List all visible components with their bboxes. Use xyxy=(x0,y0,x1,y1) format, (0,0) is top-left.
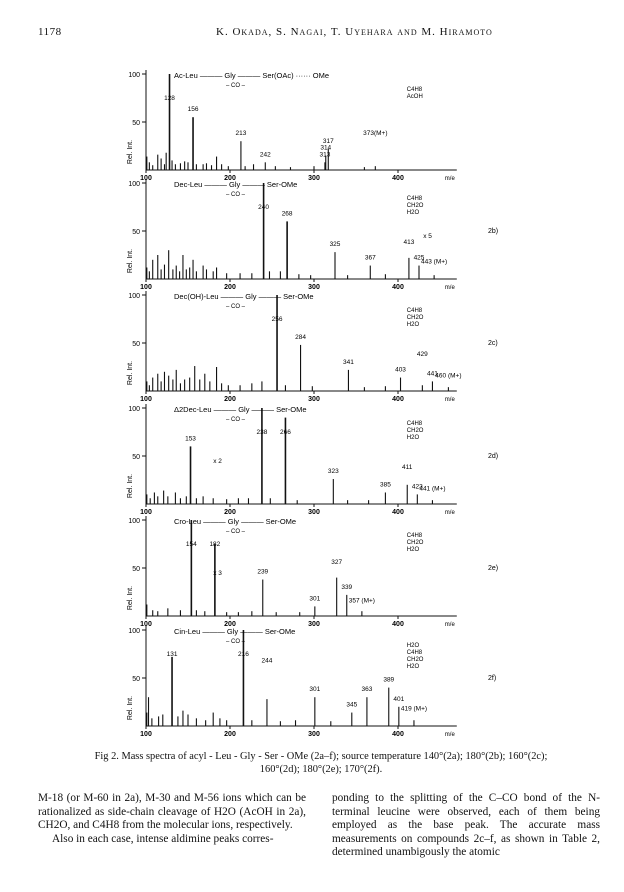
peak-label: 313 xyxy=(319,151,331,159)
structure-title: Dec(OH)-Leu ——— Gly ——— Ser-OMe xyxy=(174,292,314,301)
x-tick-label: 300 xyxy=(308,284,320,291)
x-tick-label: 300 xyxy=(308,731,320,738)
peak-label: 128 xyxy=(164,95,175,102)
right-column xyxy=(332,792,600,860)
left-paragraph-1: M-18 (or M-60 in 2a), M-30 and M-56 ions which can be rationalized as side-chain cleavage of H2O (AcOH in 2a), CH2O, and C4H8 from the molecular ions, respectively. xyxy=(38,792,306,832)
peak-label: 239 xyxy=(257,568,269,576)
x-axis-label: m/e xyxy=(444,622,455,628)
y-axis-label: Rel. Int. xyxy=(127,248,134,274)
x-tick-label: 400 xyxy=(392,731,404,738)
peak-label: 131 xyxy=(166,651,178,658)
fragment-label: C4H8 xyxy=(406,650,423,656)
panel-label: 2e) xyxy=(488,565,499,572)
x-axis-label: m/e xyxy=(444,176,455,182)
x-tick-label: 400 xyxy=(392,396,404,403)
spectrum-panel-5 xyxy=(127,516,498,628)
y-tick-label: 50 xyxy=(132,566,140,573)
peak-label: 153 xyxy=(185,435,196,443)
peak-label: 323 xyxy=(327,468,339,476)
x-tick-label: 400 xyxy=(392,175,404,182)
fragment-label: – CO – xyxy=(226,529,246,535)
fragment-label: CH2O xyxy=(406,315,424,321)
fragment-label: – CO – xyxy=(226,304,246,310)
fragment-label: C4H8 xyxy=(406,421,423,427)
peak-label: 256 xyxy=(271,316,283,323)
x-tick-label: 200 xyxy=(224,621,236,628)
spectrum-panel-6 xyxy=(127,626,496,738)
x-tick-label: 200 xyxy=(224,731,236,738)
peak-label: 367 xyxy=(364,254,376,262)
panel-label: 2c) xyxy=(488,340,498,347)
left-column xyxy=(38,792,306,846)
x-tick-label: 200 xyxy=(224,175,236,182)
peak-label: 411 xyxy=(402,464,413,472)
x-tick-label: 100 xyxy=(140,509,152,516)
peak-label: 284 xyxy=(295,333,306,341)
y-tick-label: 100 xyxy=(128,406,140,413)
y-tick-label: 100 xyxy=(128,518,140,525)
x-tick-label: 200 xyxy=(224,509,236,516)
scale-note: x 5 xyxy=(423,233,432,240)
peak-label: 443 (M+) xyxy=(421,258,448,266)
fragment-label: H2O xyxy=(406,210,420,216)
fragment-label: – CO – xyxy=(226,192,246,198)
peak-label: 357 (M+) xyxy=(348,597,375,605)
fragment-label: CH2O xyxy=(406,657,424,663)
fragment-label: H2O xyxy=(406,547,420,553)
panel-label: 2b) xyxy=(488,228,499,235)
peak-label: 154 xyxy=(185,541,197,548)
fragment-label: C4H8 xyxy=(406,196,423,202)
peak-label: 238 xyxy=(256,429,268,436)
fragment-label: CH2O xyxy=(406,540,424,546)
spectrum-panel-4 xyxy=(127,404,498,516)
fragment-label: H2O xyxy=(406,322,420,328)
scale-note: x 2 xyxy=(213,458,222,465)
fragment-label: H2O xyxy=(406,435,420,441)
page-number: 1178 xyxy=(38,26,62,38)
structure-title: Ac-Leu ——— Gly ——— Ser(OAc) ······ OMe xyxy=(174,71,330,80)
y-tick-label: 50 xyxy=(132,676,140,683)
fragment-label: AcOH xyxy=(406,94,423,100)
figure-caption: Fig 2. Mass spectra of acyl - Leu - Gly - Ser - OMe (2a–f); source temperature 140°(2a); 180°(2b); 160°(2c); 160°(2d); 180°(2e); 170°(2f). xyxy=(94,751,548,775)
peak-label: 266 xyxy=(280,429,291,436)
peak-label: 403 xyxy=(395,366,406,374)
x-tick-label: 100 xyxy=(140,175,152,182)
running-authors: K. Okada, S. Nagai, T. Uyehara and M. Hiramoto xyxy=(216,26,493,38)
y-axis-label: Rel. Int. xyxy=(127,139,134,165)
peak-label: 401 xyxy=(393,695,405,703)
peak-label: 268 xyxy=(281,210,293,218)
x-axis-label: m/e xyxy=(444,397,455,403)
peak-label: 240 xyxy=(258,204,270,211)
peak-label: 441 xyxy=(427,370,438,378)
fragment-label: – CO – xyxy=(226,83,246,89)
structure-title: Cin-Leu ——— Gly ——— Ser-OMe xyxy=(174,627,296,636)
structure-title: Cro-Leu ——— Gly ——— Ser-OMe xyxy=(174,517,297,526)
peak-label: 345 xyxy=(346,701,358,709)
spectrum-panel-1 xyxy=(127,70,457,182)
y-tick-label: 50 xyxy=(132,120,140,127)
peak-label: 244 xyxy=(261,657,273,665)
x-tick-label: 300 xyxy=(308,175,320,182)
peak-label: 341 xyxy=(343,358,354,366)
fragment-label: CH2O xyxy=(406,203,424,209)
peak-label: 373(M+) xyxy=(363,130,388,138)
x-tick-label: 100 xyxy=(140,396,152,403)
peak-label: 156 xyxy=(187,106,199,114)
y-tick-label: 100 xyxy=(128,181,140,188)
peak-label: 385 xyxy=(379,481,391,489)
fragment-label: CH2O xyxy=(406,428,424,434)
y-axis-label: Rel. Int. xyxy=(127,695,134,721)
x-tick-label: 400 xyxy=(392,621,404,628)
x-axis-label: m/e xyxy=(444,732,455,738)
fragment-label: H2O xyxy=(406,643,420,649)
y-tick-label: 100 xyxy=(128,628,140,635)
y-axis-label: Rel. Int. xyxy=(127,585,134,611)
y-axis-label: Rel. Int. xyxy=(127,473,134,499)
peak-label: 460 (M+) xyxy=(435,372,462,380)
peak-label: 441 (M+) xyxy=(419,485,446,493)
y-tick-label: 50 xyxy=(132,229,140,236)
y-tick-label: 50 xyxy=(132,454,140,461)
peak-label: 301 xyxy=(309,595,321,603)
spectrum-panel-3 xyxy=(127,291,498,403)
scale-note: x 3 xyxy=(213,570,222,577)
y-tick-label: 50 xyxy=(132,341,140,348)
peak-label: 216 xyxy=(238,651,249,658)
peak-label: 389 xyxy=(383,676,395,684)
structure-title: Δ2Dec-Leu ——— Gly ——— Ser-OMe xyxy=(174,405,307,414)
x-tick-label: 200 xyxy=(224,396,236,403)
x-tick-label: 300 xyxy=(308,509,320,516)
fragment-label: – CO – xyxy=(226,417,246,423)
x-tick-label: 100 xyxy=(140,621,152,628)
peak-label: 413 xyxy=(403,239,415,247)
peak-label: 419 (M+) xyxy=(400,705,428,713)
peak-label: 301 xyxy=(309,686,321,694)
fragment-label: C4H8 xyxy=(406,87,423,93)
peak-label: 314 xyxy=(320,144,332,152)
peak-label: 363 xyxy=(361,686,373,694)
peak-label: 325 xyxy=(329,241,341,249)
peak-label: 423 xyxy=(411,483,423,491)
x-tick-label: 400 xyxy=(392,284,404,291)
right-paragraph-1: ponding to the splitting of the C–CO bond of the N-terminal leucine were observed, each of them being employed as the base peak. The accurate mass measurements on compounds 2c–f, as shown in Table 2, determined unambigously the atomic xyxy=(332,792,600,859)
peak-label: 213 xyxy=(235,130,247,138)
peak-label: 327 xyxy=(331,558,343,566)
spectrum-panel-2 xyxy=(127,179,498,291)
x-tick-label: 300 xyxy=(308,396,320,403)
peak-label: 425 xyxy=(413,254,425,262)
structure-title: Dec-Leu ——— Gly ——— Ser-OMe xyxy=(174,180,298,189)
fragment-label: C4H8 xyxy=(406,308,423,314)
x-tick-label: 400 xyxy=(392,509,404,516)
y-axis-label: Rel. Int. xyxy=(127,360,134,386)
peak-label: 339 xyxy=(341,583,353,591)
y-tick-label: 100 xyxy=(128,72,140,79)
x-tick-label: 100 xyxy=(140,284,152,291)
x-tick-label: 300 xyxy=(308,621,320,628)
fragment-label: – CO – xyxy=(226,639,246,645)
x-tick-label: 200 xyxy=(224,284,236,291)
peak-label: 317 xyxy=(322,137,334,145)
panel-label: 2d) xyxy=(488,453,499,460)
peak-label: 242 xyxy=(259,151,271,159)
panel-label: 2f) xyxy=(488,675,497,682)
x-tick-label: 100 xyxy=(140,731,152,738)
peak-label: 182 xyxy=(209,541,221,548)
fragment-label: C4H8 xyxy=(406,533,423,539)
peak-label: 429 xyxy=(416,351,428,359)
fragment-label: H2O xyxy=(406,664,420,670)
left-paragraph-2: Also in each case, intense aldimine peaks corres- xyxy=(52,832,274,845)
x-axis-label: m/e xyxy=(444,285,455,291)
x-axis-label: m/e xyxy=(444,510,455,516)
y-tick-label: 100 xyxy=(128,293,140,300)
